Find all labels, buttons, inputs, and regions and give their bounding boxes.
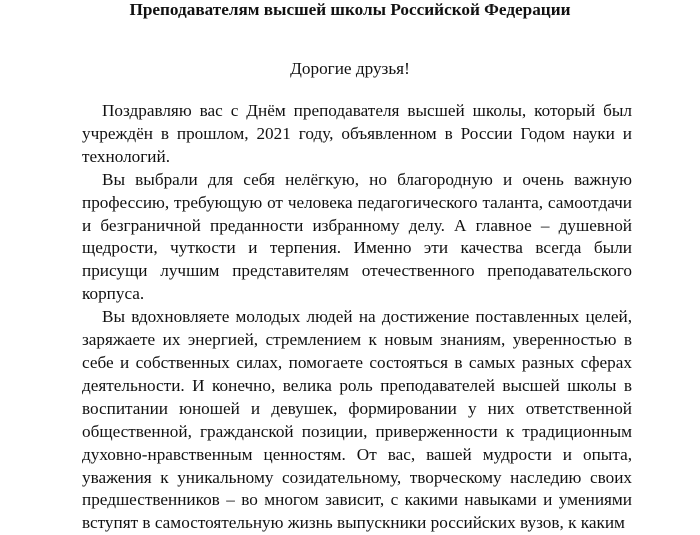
paragraph-1: Поздравляю вас с Днём преподавателя высшей школы, который был учреждён в прошлом, 2021 году, объявленном в России Годом науки и технологий. (82, 101, 632, 166)
greeting: Дорогие друзья! (290, 59, 410, 78)
paragraph-3: Вы вдохновляете молодых людей на достижение поставленных целей, заряжаете их энергией, стремлением к новым знаниям, уверенностью в себе и собственных силах, помогаете состояться в самых разных сферах деятельности. И конечно, велика роль преподавателей высшей школы в воспитании юношей и девушек, формировании у них ответственной общественной, гражданской позиции, приверженности к традиционным духовно-нравственным ценностям. От вас, вашей мудрости и опыта, уважения к уникальному созидательному, творческому наследию своих предшественников – во многом зависит, с какими навыками и умениями вступят в самостоятельную жизнь выпускники российских вузов, к каким (82, 307, 632, 533)
letter-body (82, 100, 632, 535)
document-title: Преподавателям высшей школы Российской Федерации (129, 0, 571, 19)
paragraph-2: Вы выбрали для себя нелёгкую, но благородную и очень важную профессию, требующую от человека педагогического таланта, самоотдачи и безграничной преданности избранному делу. А главное – душевной щедрости, чуткости и терпения. Именно эти качества всегда были присущи лучшим представителям отечественного преподавательского корпуса. (82, 169, 632, 304)
